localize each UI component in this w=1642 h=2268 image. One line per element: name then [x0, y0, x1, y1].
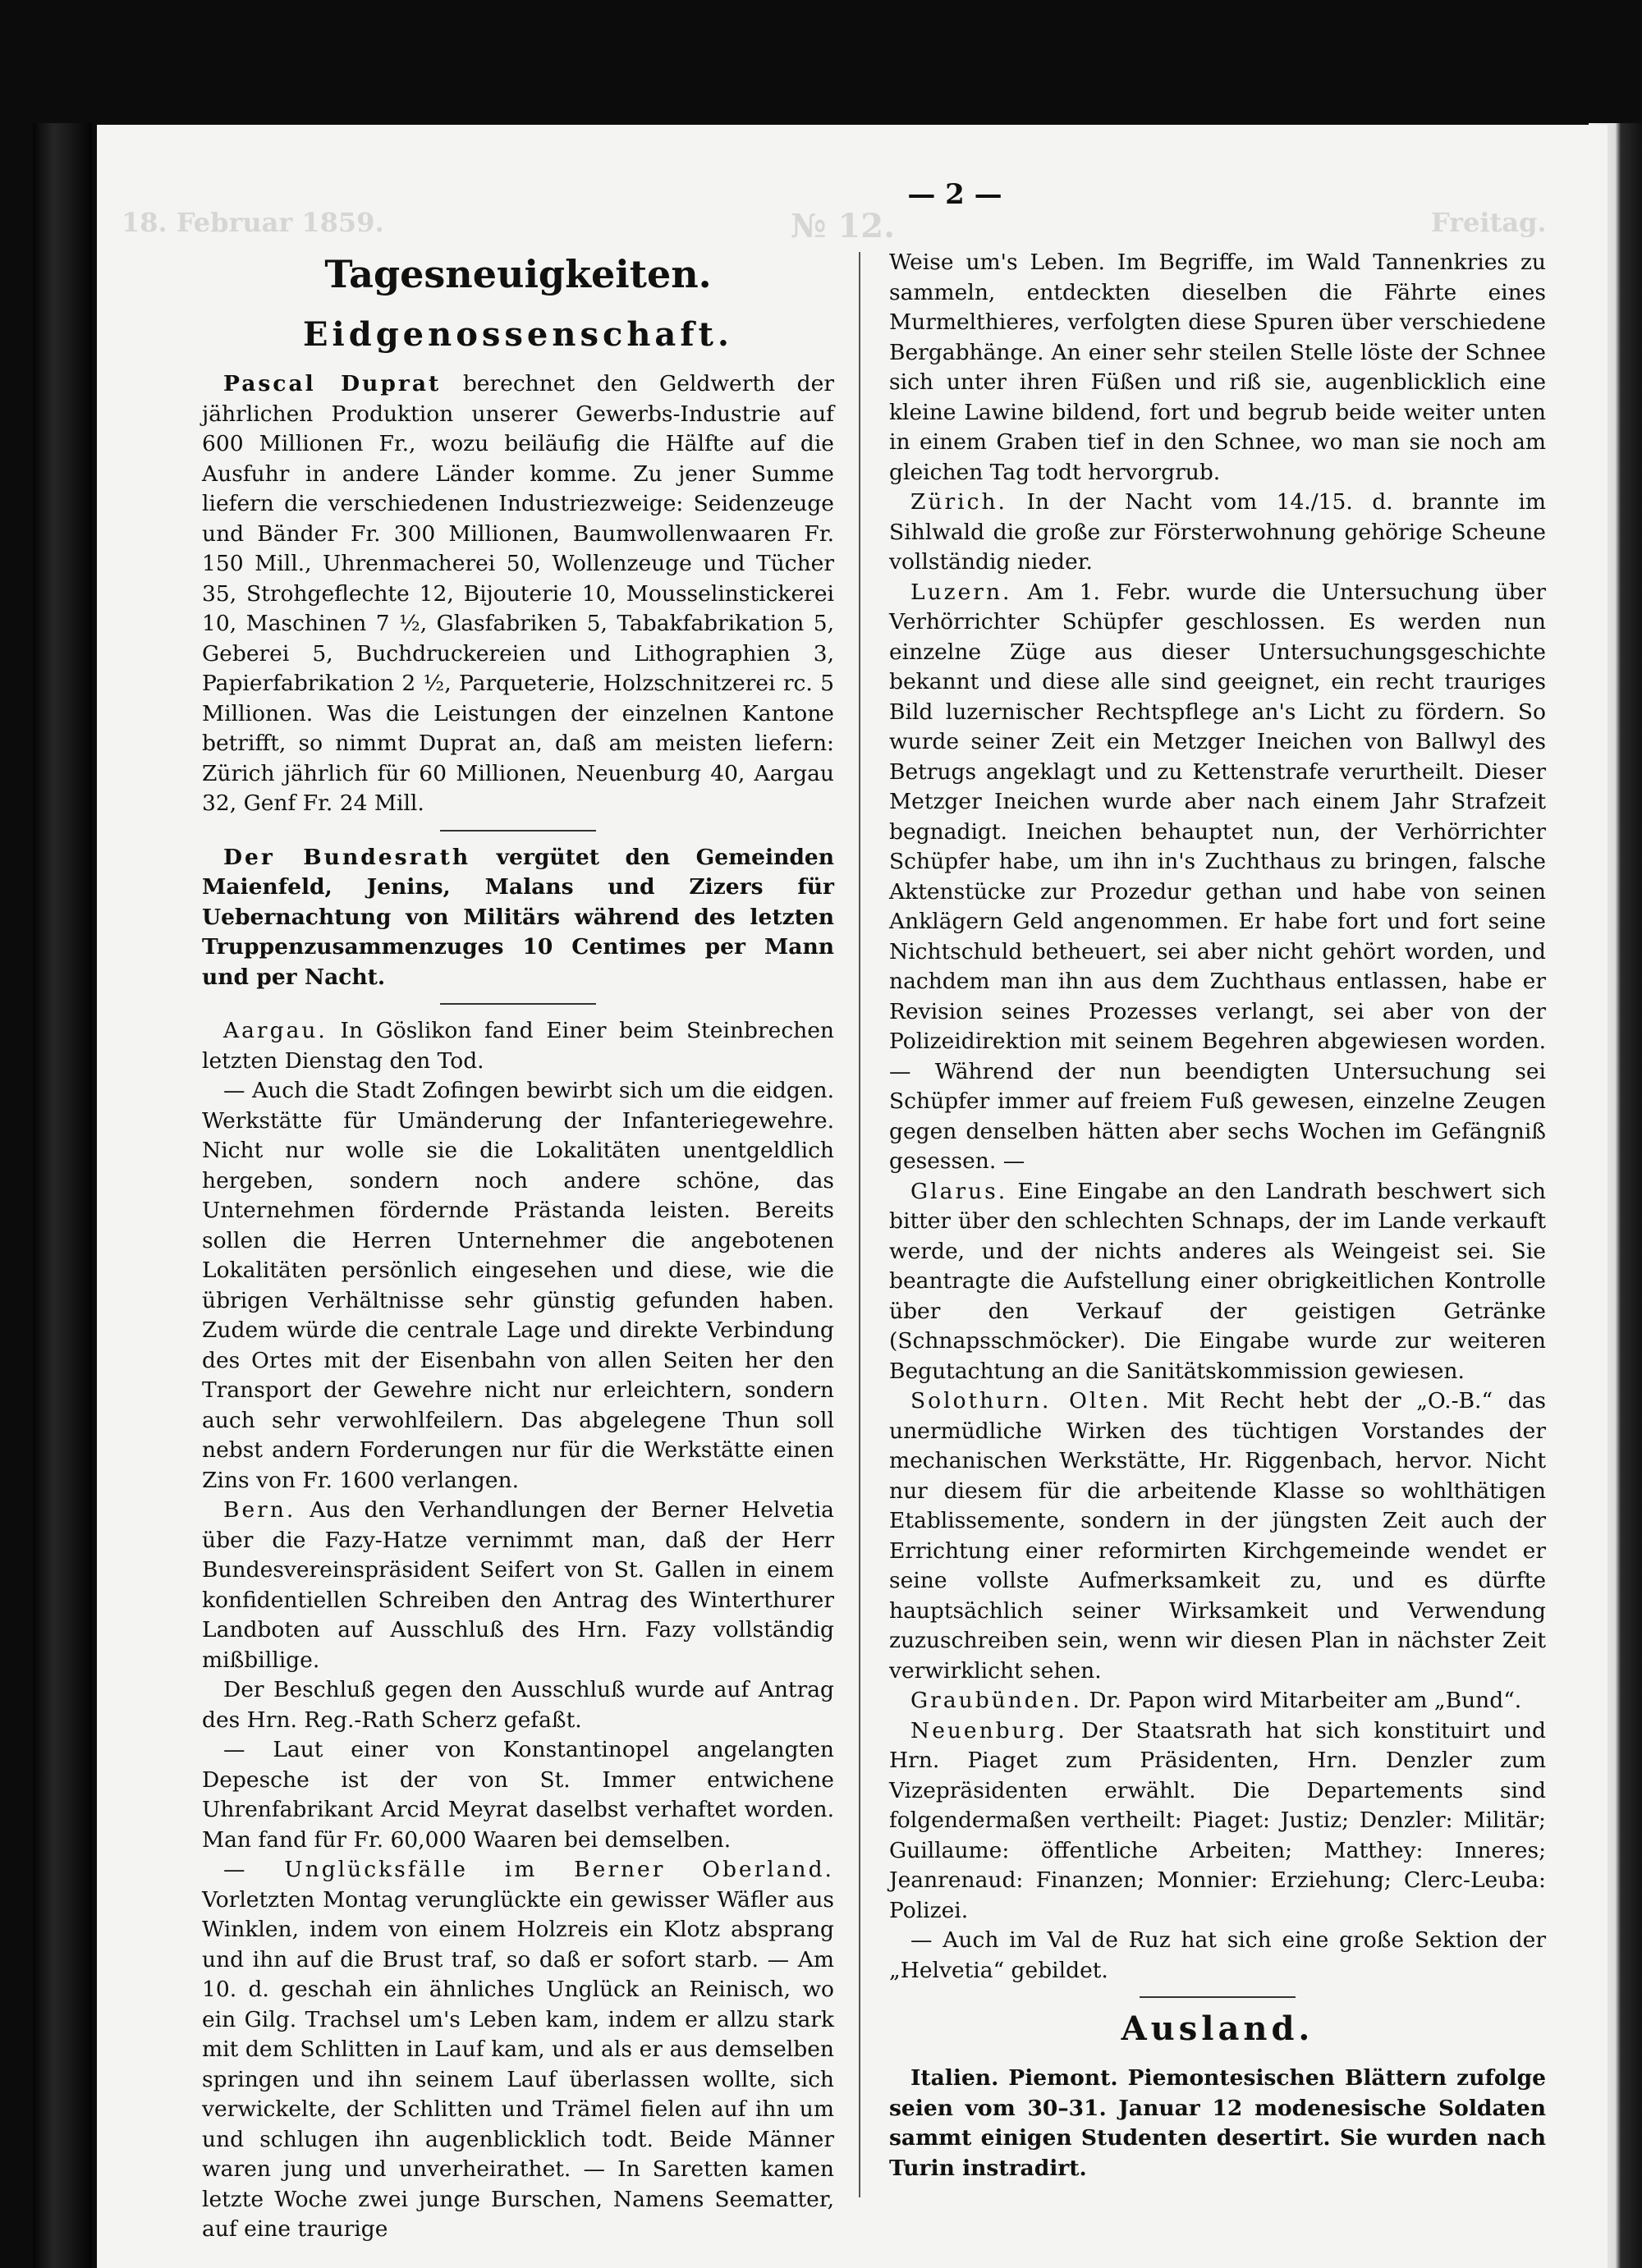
article-neuenburg — [889, 1716, 1546, 1927]
article-lead: Der Bundesrath — [223, 844, 471, 870]
article-body: Am 1. Febr. wurde die Untersuchung über Verhörrichter Schüpfer geschlossen. Es werden nun einzelne Züge aus dieser Untersuchungsgeschichte bekannt und diese alle sind geeignet, ein recht trauriges Bild luzernischer Rechtspflege an's Licht zu fördern. So wurde seiner Zeit ein Metzger Ineichen von Ballwyl des Betrugs angeklagt und zu Kettenstrafe verurtheilt. Dieser Metzger Ineichen wurde aber nach einem Jahr Strafzeit begnadigt. Ineichen behauptet nun, der Verhörrichter Schüpfer habe, um ihn in's Zuchthaus zu bringen, falsche Aktenstücke zur Prozedur gethan und habe von seinen Anklägern Geld angenommen. Er habe fort und fort seine Nichtschuld betheuert, sei aber nicht gehört worden, und nachdem man ihn aus dem Zuchthaus entlassen, habe er Revision seines Prozesses verlangt, sei aber von der Polizeidirektion mit seinem Begehren abgewiesen worden. — Während der nun beendigten Untersuchung sei Schüpfer immer auf freiem Fuß gewesen, einzelne Zeugen gegen denselben hätten aber sechs Wochen im Gefängniß gesessen. — — [889, 579, 1546, 1174]
article-body: Eine Eingabe an den Landrath beschwert sich bitter über den schlechten Schnaps, der im Lande verkauft werde, und der nichts anderes als Weingeist sei. Sie beantragte die Aufstellung einer obrigkeitlichen Kontrolle über den Verkauf der geistigen Getränke (Schnapsschmöcker). Die Eingabe wurde zur weiteren Begutachtung an die Sanitätskommission gewiesen. — [889, 1178, 1546, 1384]
section-title: Tagesneuigkeiten. — [324, 252, 712, 296]
bleed-through-date: 18. Februar 1859. — [122, 207, 384, 238]
article-solothurn — [889, 1386, 1546, 1686]
article-konstantinopel: — Laut einer von Konstantinopel angelangten Depesche ist der von St. Immer entwichene Uhrenfabrikant Arcid Meyrat daselbst verhaftet worden. Man fand für Fr. 60,000 Waaren bei demselben. — [202, 1737, 834, 1853]
newspaper-page — [97, 125, 1608, 2268]
article-bern — [202, 1496, 834, 1675]
article-body: In der Nacht vom 14./15. d. brannte im Sihlwald die große zur Försterwohnung gehörige Scheune vollständig nieder. — [889, 489, 1546, 575]
article-lead: Aargau. — [223, 1018, 328, 1043]
article-body: berechnet den Geldwerth der jährlichen Produktion unserer Gewerbs-Industrie auf 600 Millionen Fr., wozu beiläufig die Hälfte auf die Ausfuhr in andere Länder komme. Zu jener Summe liefern die verschiedenen Industriezweige: Seidenzeuge und Bänder Fr. 300 Millionen, Baumwollenwaaren Fr. 150 Mill., Uhrenmacherei 50, Wollenzeuge und Tücher 35, Strohgeflechte 12, Bijouterie 10, Mousselinstickerei 10, Maschinen 7 ½, Glasfabriken 5, Tabakfabrikation 5, Geberei 5, Buchdruckereien und Lithographien 3, Papierfabrikation 2 ½, Parqueterie, Holzschnitzerei rc. 5 Millionen. Was die Leistungen der einzelnen Kantone betrifft, so nimmt Duprat an, daß am meisten liefern: Zürich jährlich für 60 Millionen, Neuenburg 40, Aargau 32, Genf Fr. 24 Mill. — [202, 371, 834, 816]
article-lead: Italien. — [910, 2065, 999, 2091]
subsection-title-switzerland: Eidgenossenschaft. — [303, 315, 733, 354]
article-zofingen: — Auch die Stadt Zofingen bewirbt sich um die eidgen. Werkstätte für Umänderung der Infanteriegewehre. Nicht nur wolle sie die Lokalitäten unentgeldlich hergeben, sondern noch andere schöne, das Unternehmen fördernde Prästanda leisten. Bereits sollen die Herren Unternehmer die angebotenen Lokalitäten persönlich eingesehen und diese, wie die übrigen Verhältnisse sehr günstig gefunden haben. Zudem würde die centrale Lage und direkte Verbindung des Ortes mit der Eisenbahn von allen Seiten her den Transport der Gewehre nicht nur erleichtern, sondern auch sehr verwohlfeilern. Das abgelegene Thun soll nebst andern Forderungen nur für die Werkstätte einen Zins von Fr. 1600 verlangen. — [202, 1078, 834, 1493]
article-graubuenden — [889, 1686, 1546, 1716]
article-val-de-ruz: — Auch im Val de Ruz hat sich eine große Sektion der „Helvetia“ gebildet. — [889, 1927, 1546, 1983]
article-lead: — Unglücksfälle im Berner Oberland. — [223, 1857, 834, 1882]
article-body: Der Staatsrath hat sich konstituirt und Hrn. Piaget zum Präsidenten, Hrn. Denzler zum Vizepräsidenten erwählt. Die Departements sind folgendermaßen vertheilt: Piaget: Justiz; Denzler: Militär; Guillaume: öffentliche Arbeiten; Matthey: Inneres; Jeanrenaud: Finanzen; Monnier: Erziehung; Clerc-Leuba: Polizei. — [889, 1717, 1546, 1923]
divider-rule — [1140, 1996, 1296, 1998]
article-glarus — [889, 1177, 1546, 1387]
article-lead: Solothurn. Olten. — [910, 1388, 1152, 1413]
column-divider — [859, 252, 860, 2197]
article-lead: Glarus. — [910, 1178, 1008, 1204]
article-lead: Graubünden. — [910, 1688, 1082, 1713]
article-body: Dr. Papon wird Mitarbeiter am „Bund“. — [1081, 1688, 1522, 1713]
article-body: Aus den Verhandlungen der Berner Helvetia über die Fazy-Hatze vernimmt man, daß der Herr Bundesvereinspräsident Seifert von St. Gallen in einem konfidentiellen Schreiben den Antrag des Winterthurer Landboten auf Ausschluß des Hrn. Fazy vollständig mißbillige. — [202, 1497, 834, 1673]
article-oberland-continued: Weise um's Leben. Im Begriffe, im Wald Tannenkries zu sammeln, entdeckten dieselben die Fährte eines Murmelthieres, verfolgten diese Spuren über verschiedene Bergabhänge. An einer sehr steilen Stelle löste der Schnee sich unter ihren Füßen und riß sie, augenblicklich eine kleine Lawine bildend, fort und begrub beide weiter unten in einem Graben tief in den Schnee, wo man sie noch am gleichen Tag todt hervorgrub. — [889, 250, 1546, 485]
left-column — [202, 248, 834, 2245]
article-lead: Luzern. — [910, 579, 1012, 605]
article-lead: Bern. — [223, 1497, 296, 1523]
page-number: — 2 — — [907, 178, 1002, 211]
article-body: Vorletzten Montag verunglückte ein gewisser Wäfler aus Winklen, indem von einem Holzreis ein Klotz absprang und ihn auf die Brust traf, so daß er sofort starb. — Am 10. d. geschah ein ähnliches Unglück an Reinisch, wo ein Gilg. Trachsel um's Leben kam, indem er allzu stark mit dem Schlitten in Lauf kam, und als er aus demselben springen und ihn seinem Lauf überlassen wollte, sich verwickelte, der Schlitten und Trämel fielen auf ihn um und schlugen ihn augenblicklich todt. Beide Männer waren jung und unverheirathet. — In Saretten kamen letzte Woche zwei junge Burschen, Namens Seematter, auf eine traurige — [202, 1886, 834, 2242]
divider-rule — [440, 830, 596, 832]
article-lead: Neuenburg. — [910, 1717, 1067, 1743]
right-column — [889, 248, 1546, 2183]
article-body: Piemont. Piemontesischen Blättern zufolge seien vom 30–31. Januar 12 modenesische Soldaten sammt einigen Studenten desertirt. Sie wurden nach Turin instradirt. — [889, 2065, 1546, 2181]
book-binding — [33, 123, 92, 2268]
bleed-through-day: Freitag. — [1431, 207, 1547, 238]
divider-rule — [440, 1003, 596, 1005]
article-bundesrath — [202, 843, 834, 993]
article-italien — [889, 2064, 1546, 2183]
article-duprat — [202, 369, 834, 819]
article-lead: Pascal Duprat — [223, 371, 442, 396]
article-luzern — [889, 578, 1546, 1177]
article-zuerich — [889, 488, 1546, 578]
article-aargau — [202, 1016, 834, 1076]
article-body: Mit Recht hebt der „O.-B.“ das unermüdliche Wirken des tüchtigen Vorstandes der mechanischen Werkstätte, Hr. Riggenbach, hervor. Nicht nur diesem für die arbeitende Klasse so wohlthätigen Etablissemente, sondern in der jüngsten Zeit auch der Errichtung einer reformirten Kirchgemeinde wendet er seine vollste Aufmerksamkeit zu, und es dürfte hauptsächlich seiner Wirksamkeit und Verwendung zuzuschreiben sein, wenn wir diesen Plan in nächster Zeit verwirklicht sehen. — [889, 1388, 1546, 1684]
subsection-title-abroad: Ausland. — [1121, 2009, 1314, 2048]
article-body: vergütet den Gemeinden Maienfeld, Jenins, Malans und Zizers für Uebernachtung von Militärs während des letzten Truppenzusammenzuges 10 Centimes per Mann und per Nacht. — [202, 844, 834, 990]
article-lead: Zürich. — [910, 489, 1007, 515]
bleed-through-issue-number: № 12. — [791, 207, 895, 245]
article-body: In Göslikon fand Einer beim Steinbrechen letzten Dienstag den Tod. — [202, 1018, 834, 1074]
article-beschluss: Der Beschluß gegen den Ausschluß wurde auf Antrag des Hrn. Reg.-Rath Scherz gefaßt. — [202, 1677, 834, 1733]
article-oberland — [202, 1855, 834, 2245]
